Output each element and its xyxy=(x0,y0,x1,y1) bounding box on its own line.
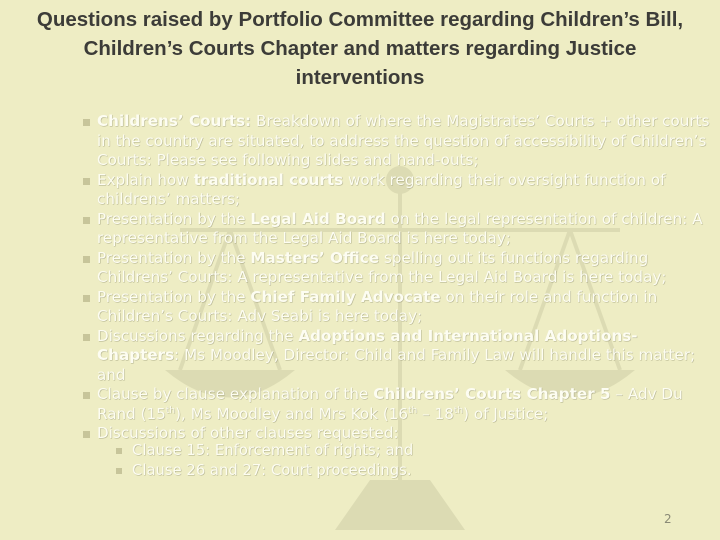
bullet-emphasis: traditional courts xyxy=(193,170,344,189)
ordinal-suffix: th xyxy=(165,405,176,416)
bullet-text: Discussions of other clauses requested: xyxy=(97,424,399,442)
sub-bullet-text: Clause 26 and 27: Court proceedings. xyxy=(132,462,412,479)
bullet-clause-by-clause xyxy=(86,385,714,424)
square-bullet-icon xyxy=(83,431,90,438)
bullet-text: Explain how xyxy=(97,170,194,189)
bullet-text: – 18 xyxy=(417,404,454,423)
bullet-emphasis: Legal Aid Board xyxy=(250,209,386,228)
bullet-text: Presentation by the xyxy=(97,209,251,228)
sub-bullet-text: Clause 15: Enforcement of rights; and xyxy=(132,442,414,459)
bullet-text: : Ms Moodley, Director: Child and Family Law will handle this matter; and xyxy=(97,346,696,384)
bullet-legal-aid-board xyxy=(86,210,714,249)
square-bullet-icon xyxy=(83,119,90,126)
ordinal-suffix: th xyxy=(453,405,464,416)
sub-bullet-clause-26-27 xyxy=(118,461,413,481)
bullet-emphasis: Childrens’ Courts Chapter 5 xyxy=(373,385,611,403)
bullet-adoptions xyxy=(86,327,714,386)
bullet-text: Breakdown of where the Magistrates’ Courts + other courts in the country are situated, to address the question of accessibility of Children’s Courts: Please see following slides and hand-outs; xyxy=(97,112,710,169)
square-bullet-icon xyxy=(83,217,90,224)
slide-title: Questions raised by Portfolio Committee regarding Children’s Bill, Children’s Courts Chapter and matters regarding Justice interventions xyxy=(36,8,684,89)
bullet-emphasis: Masters’ Office xyxy=(250,248,380,267)
bullet-childrens-courts xyxy=(86,112,714,171)
bullet-text: Presentation by the xyxy=(97,287,251,306)
square-bullet-icon xyxy=(83,256,90,263)
bullet-text: spelling out its functions regarding Childrens’ Courts: A representative from the Legal Aid Board is here today; xyxy=(97,248,667,286)
bullet-list xyxy=(86,112,714,444)
square-bullet-icon xyxy=(116,448,122,454)
sub-bullet-list xyxy=(118,441,413,481)
bullet-text: work regarding their oversight function of childrens’ matters; xyxy=(97,170,666,208)
bullet-text: ) of Justice; xyxy=(463,404,549,423)
bullet-text: on the legal representation of children: A representative from the Legal Aid Board is here today; xyxy=(97,209,703,247)
bullet-masters-office xyxy=(86,249,714,288)
square-bullet-icon xyxy=(83,392,90,399)
bullet-emphasis: Adoptions and International Adoptions-Chapters xyxy=(97,326,638,364)
bullet-text: Presentation by the xyxy=(97,248,251,267)
square-bullet-icon xyxy=(83,295,90,302)
bullet-traditional-courts xyxy=(86,171,714,210)
page-number: 2 xyxy=(664,512,672,526)
bullet-text: Discussions regarding the xyxy=(97,326,299,345)
square-bullet-icon xyxy=(116,468,122,474)
square-bullet-icon xyxy=(83,334,90,341)
ordinal-suffix: th xyxy=(408,405,418,416)
bullet-emphasis: Chief Family Advocate xyxy=(250,287,441,306)
bullet-text: – Adv Du Rand (15 xyxy=(97,385,683,423)
bullet-text: Clause by clause explanation of the xyxy=(97,385,374,403)
bullet-emphasis: Childrens’ Courts: xyxy=(97,112,252,130)
sub-bullet-clause-15 xyxy=(118,441,413,461)
bullet-text: on their role and function in Children’s Courts: Adv Seabi is here today; xyxy=(97,287,658,325)
bullet-chief-family-advocate xyxy=(86,288,714,327)
bullet-text: ), Ms Moodley and Mrs Kok (16 xyxy=(175,404,409,423)
square-bullet-icon xyxy=(83,178,90,185)
